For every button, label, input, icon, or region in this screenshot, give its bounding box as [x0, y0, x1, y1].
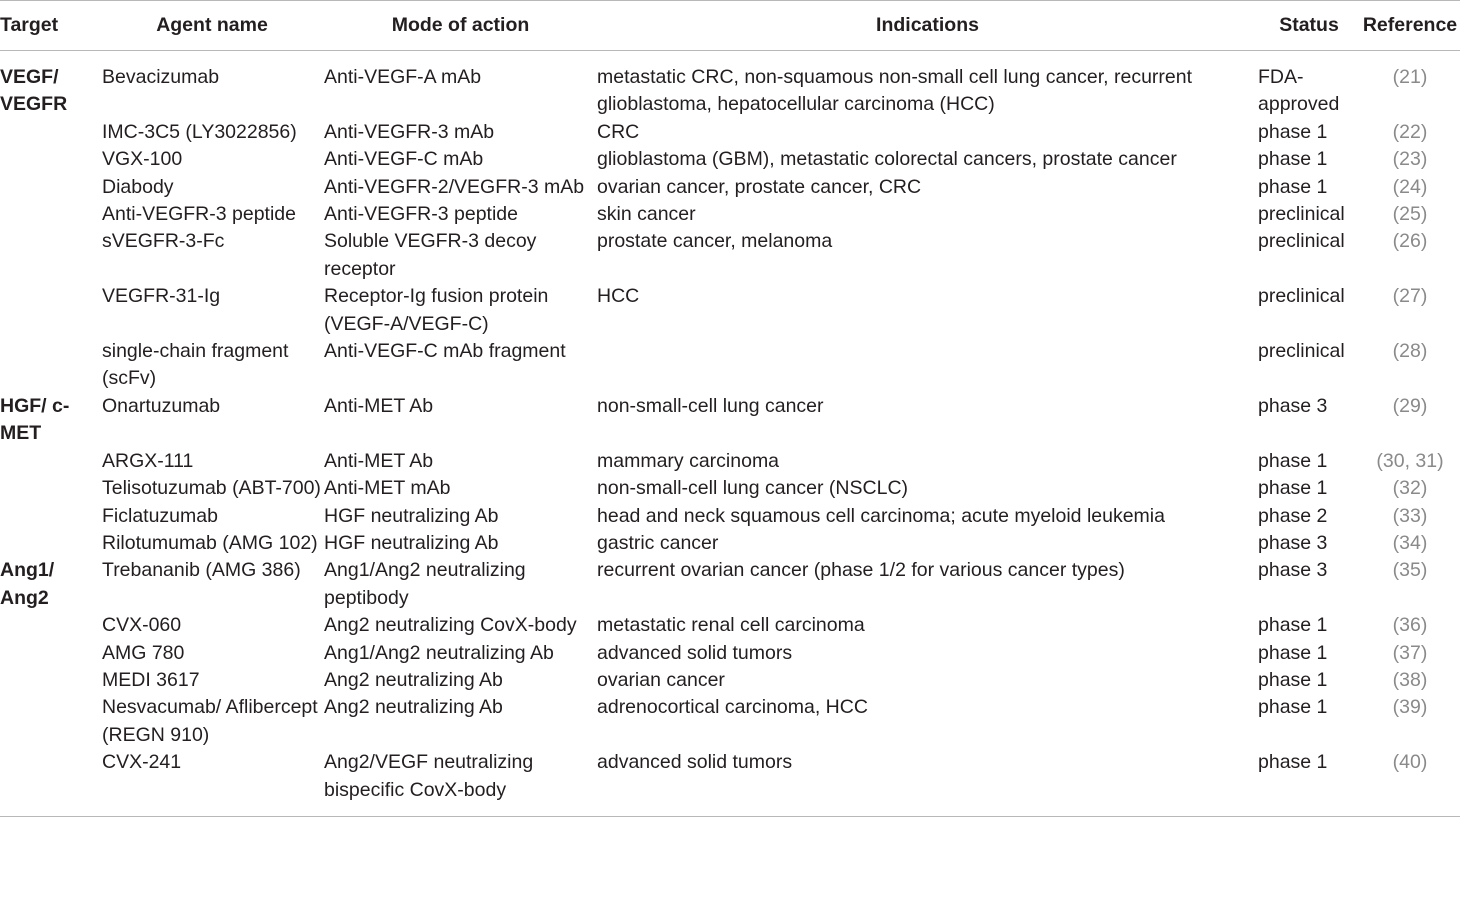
- cell-status: preclinical: [1258, 340, 1345, 363]
- cell-target: [0, 228, 100, 283]
- table-row: [0, 146, 1460, 173]
- cell-target: [0, 338, 100, 393]
- cell-indications: adrenocortical carcinoma, HCC: [597, 696, 868, 719]
- cell-indications: HCC: [597, 285, 640, 308]
- cell-mode-of-action: Anti-MET mAb: [324, 477, 451, 500]
- table-row: [0, 201, 1460, 228]
- cell-mode-of-action: Soluble VEGFR-3 decoy receptor: [324, 230, 537, 280]
- cell-status: phase 3: [1258, 559, 1328, 582]
- cell-mode-of-action: Anti-VEGF-C mAb: [324, 148, 484, 171]
- cell-indications: [597, 338, 1258, 393]
- cell-indications: ovarian cancer: [597, 668, 725, 691]
- cell-agent-name: MEDI 3617: [102, 668, 200, 691]
- cell-mode-of-action: Anti-MET Ab: [324, 449, 434, 472]
- cell-status: phase 1: [1258, 668, 1328, 691]
- cell-indications: ovarian cancer, prostate cancer, CRC: [597, 175, 922, 198]
- cell-indications: glioblastoma (GBM), metastatic colorectal cancers, prostate cancer: [597, 148, 1177, 171]
- table-row: [0, 338, 1460, 393]
- cell-reference: (34): [1392, 531, 1428, 554]
- cell-mode-of-action: Ang1/Ang2 neutralizing Ab: [324, 641, 554, 664]
- cell-mode-of-action: Ang1/Ang2 neutralizing peptibody: [324, 559, 526, 609]
- table-row: [0, 749, 1460, 816]
- cell-agent-name: IMC-3C5 (LY3022856): [102, 120, 297, 143]
- cell-mode-of-action: Anti-MET Ab: [324, 394, 434, 417]
- cell-status: phase 1: [1258, 175, 1328, 198]
- cell-status: phase 2: [1258, 504, 1328, 527]
- table-row: [0, 640, 1460, 667]
- cell-status: phase 3: [1258, 394, 1328, 417]
- cell-mode-of-action: Anti-VEGFR-3 peptide: [324, 203, 519, 226]
- table-row: [0, 174, 1460, 201]
- cell-mode-of-action: Anti-VEGF-A mAb: [324, 66, 482, 88]
- header-reference: Reference: [1360, 1, 1460, 51]
- cell-indications: CRC: [597, 120, 640, 143]
- cell-reference: (23): [1392, 148, 1428, 171]
- cell-agent-name: Bevacizumab: [102, 66, 220, 88]
- cell-target: [0, 448, 100, 475]
- table-row: [0, 530, 1460, 557]
- cell-agent-name: single-chain fragment (scFv): [102, 340, 289, 390]
- cell-mode-of-action: Ang2 neutralizing CovX-body: [324, 614, 577, 637]
- cell-agent-name: Rilotumumab (AMG 102): [102, 531, 318, 554]
- cell-target: [0, 146, 100, 173]
- cell-target: [0, 503, 100, 530]
- cell-agent-name: VEGFR-31-Ig: [102, 285, 221, 308]
- cell-reference: (26): [1392, 230, 1428, 253]
- cell-reference: (33): [1392, 504, 1428, 527]
- cell-reference: (32): [1392, 477, 1428, 500]
- cell-mode-of-action: Anti-VEGFR-2/VEGFR-3 mAb: [324, 175, 585, 198]
- cell-reference: (22): [1392, 120, 1428, 143]
- cell-indications: mammary carcinoma: [597, 449, 780, 472]
- table-row: [0, 51, 1460, 119]
- cell-status: phase 1: [1258, 477, 1328, 500]
- table-row: [0, 448, 1460, 475]
- header-mode-of-action: Mode of action: [324, 1, 597, 51]
- cell-indications: metastatic renal cell carcinoma: [597, 614, 865, 637]
- cell-target: [0, 640, 100, 667]
- cell-target: Ang1/ Ang2: [0, 559, 55, 609]
- table-row: [0, 283, 1460, 338]
- cell-reference: (40): [1360, 749, 1460, 816]
- table-row: [0, 694, 1460, 749]
- cell-target: [0, 667, 100, 694]
- cell-agent-name: CVX-060: [102, 614, 182, 637]
- cell-agent-name: CVX-241: [100, 749, 324, 816]
- table-row: [0, 393, 1460, 448]
- cell-target: [0, 694, 100, 749]
- cell-target: [0, 283, 100, 338]
- cell-agent-name: VGX-100: [102, 148, 183, 171]
- header-agent-name: Agent name: [100, 1, 324, 51]
- cell-indications: head and neck squamous cell carcinoma; acute myeloid leukemia: [597, 504, 1165, 527]
- cell-indications: gastric cancer: [597, 531, 719, 554]
- header-target: Target: [0, 1, 100, 51]
- cell-mode-of-action: HGF neutralizing Ab: [324, 504, 499, 527]
- table-row: [0, 557, 1460, 612]
- cell-agent-name: sVEGFR-3-Fc: [102, 230, 225, 253]
- cell-status: phase 1: [1258, 641, 1328, 664]
- table-row: [0, 612, 1460, 639]
- cell-status: phase 1: [1258, 749, 1360, 816]
- cell-mode-of-action: Ang2 neutralizing Ab: [324, 668, 503, 691]
- cell-reference: (25): [1392, 203, 1428, 226]
- table-row: [0, 667, 1460, 694]
- cell-reference: (37): [1392, 641, 1428, 664]
- cell-indications: metastatic CRC, non-squamous non-small cell lung cancer, recurrent glioblastoma, hepatocellular carcinoma (HCC): [597, 66, 1193, 116]
- cell-target: [0, 749, 100, 816]
- cell-status: FDA-approved: [1258, 66, 1340, 116]
- cell-target: [0, 119, 100, 146]
- cell-agent-name: Anti-VEGFR-3 peptide: [102, 203, 297, 226]
- cell-target: [0, 201, 100, 228]
- table-body: [0, 51, 1460, 817]
- table-row: [0, 119, 1460, 146]
- cell-target: [0, 530, 100, 557]
- cell-reference: (36): [1392, 614, 1428, 637]
- cell-mode-of-action: Ang2/VEGF neutralizing bispecific CovX-body: [324, 749, 597, 816]
- cell-reference: (30, 31): [1376, 449, 1444, 472]
- cell-indications: skin cancer: [597, 203, 696, 226]
- cell-mode-of-action: HGF neutralizing Ab: [324, 531, 499, 554]
- cell-indications: advanced solid tumors: [597, 749, 1258, 816]
- cell-target: [0, 612, 100, 639]
- cell-status: preclinical: [1258, 230, 1345, 253]
- cell-agent-name: AMG 780: [102, 641, 185, 664]
- cell-indications: prostate cancer, melanoma: [597, 230, 833, 253]
- cell-status: phase 1: [1258, 696, 1328, 719]
- cell-reference: (38): [1392, 668, 1428, 691]
- cell-reference: (21): [1392, 66, 1428, 88]
- cell-agent-name: ARGX-111: [102, 449, 194, 472]
- cell-status: preclinical: [1258, 203, 1345, 226]
- cell-status: phase 1: [1258, 148, 1328, 171]
- cell-mode-of-action: Anti-VEGF-C mAb fragment: [324, 340, 566, 363]
- cell-target: HGF/ c-MET: [0, 394, 70, 445]
- cell-target: [0, 174, 100, 201]
- header-status: Status: [1258, 1, 1360, 51]
- cell-reference: (28): [1392, 340, 1428, 363]
- table-row: [0, 475, 1460, 502]
- cell-mode-of-action: Anti-VEGFR-3 mAb: [324, 120, 495, 143]
- cell-mode-of-action: Receptor-Ig fusion protein (VEGF-A/VEGF-C): [324, 285, 549, 335]
- table-row: [0, 503, 1460, 530]
- cell-agent-name: Telisotuzumab (ABT-700): [102, 477, 321, 500]
- cell-status: phase 3: [1258, 531, 1328, 554]
- header-row: [0, 1, 1460, 51]
- cell-indications: advanced solid tumors: [597, 641, 793, 664]
- cell-agent-name: Nesvacumab/ Aflibercept (REGN 910): [102, 696, 318, 746]
- cell-indications: non-small-cell lung cancer: [597, 394, 824, 417]
- cell-agent-name: Onartuzumab: [102, 394, 221, 417]
- cell-agent-name: Trebananib (AMG 386): [102, 559, 301, 582]
- header-indications: Indications: [597, 1, 1258, 51]
- cell-target: [0, 475, 100, 502]
- cell-reference: (27): [1392, 285, 1428, 308]
- cell-target: VEGF/ VEGFR: [0, 66, 68, 116]
- cell-reference: (24): [1392, 175, 1428, 198]
- cell-mode-of-action: Ang2 neutralizing Ab: [324, 696, 503, 719]
- cell-status: phase 1: [1258, 120, 1328, 143]
- cell-status: preclinical: [1258, 285, 1345, 308]
- cell-agent-name: Diabody: [102, 175, 174, 198]
- cell-indications: recurrent ovarian cancer (phase 1/2 for various cancer types): [597, 559, 1125, 582]
- cell-status: phase 1: [1258, 614, 1328, 637]
- table-row: [0, 228, 1460, 283]
- cell-reference: (39): [1392, 696, 1428, 719]
- cell-agent-name: Ficlatuzumab: [102, 504, 218, 527]
- cell-reference: (35): [1392, 559, 1428, 582]
- cell-indications: non-small-cell lung cancer (NSCLC): [597, 477, 909, 500]
- cell-status: phase 1: [1258, 449, 1328, 472]
- cell-reference: (29): [1392, 394, 1428, 417]
